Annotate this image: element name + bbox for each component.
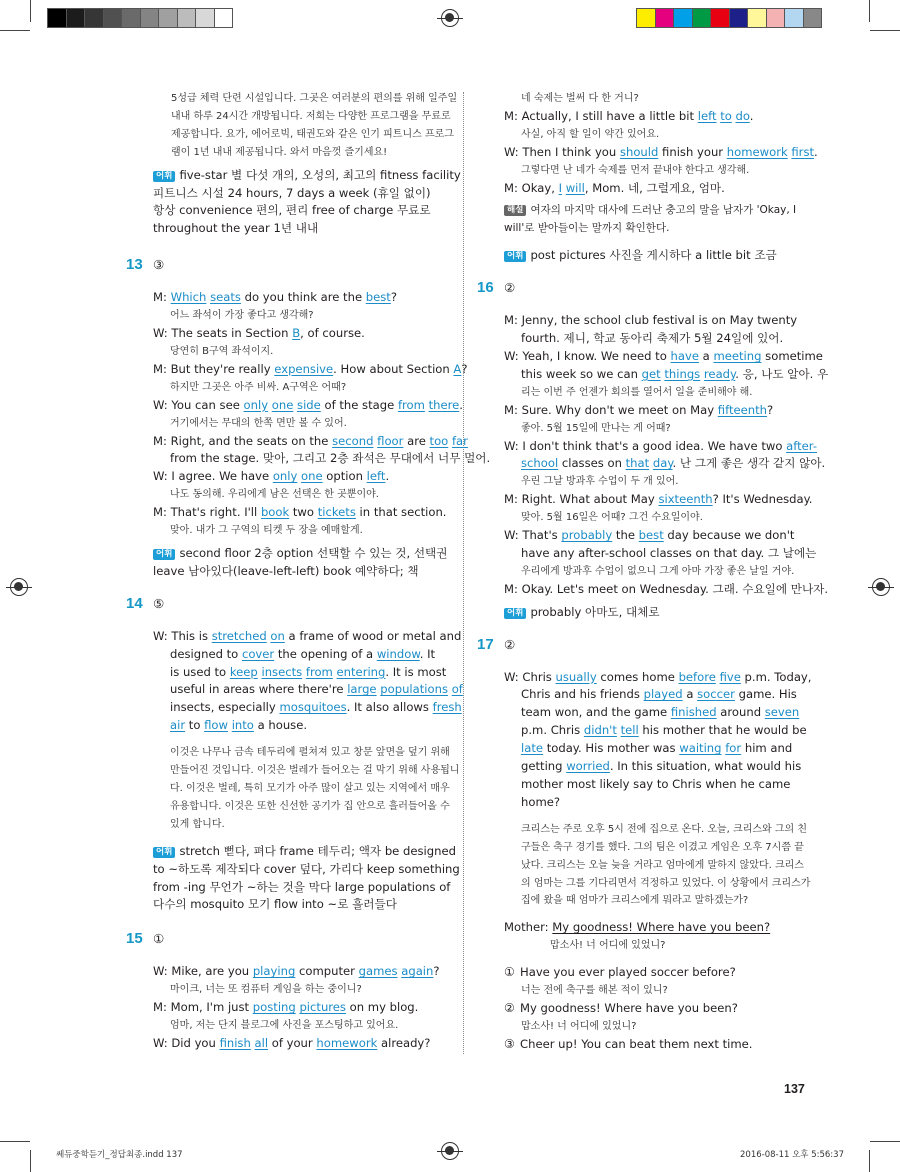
translation-line: 다. 이것은 벌레, 특히 모기가 아주 많이 살고 있는 지역에서 매우 bbox=[170, 783, 450, 794]
crop-mark bbox=[30, 1150, 31, 1172]
translation-line: 당연히 B구역 좌석이지. bbox=[170, 345, 274, 357]
translation-line: 났다. 크리스는 오늘 늦을 거라고 엄마에게 말하지 않았다. 크리스 bbox=[521, 859, 804, 871]
registration-mark-icon bbox=[10, 578, 28, 596]
registration-mark-icon bbox=[441, 9, 459, 27]
translation-line: 있게 합니다. bbox=[170, 818, 225, 830]
translation-line: 구들은 축구 경기를 했다. 그의 팀은 이겼고 게임은 오후 7시쯤 끝 bbox=[521, 841, 804, 853]
dialogue-line: M: Mom, I'm just posting pictures on my blog. bbox=[153, 1000, 419, 1015]
dialogue-line: W: I don't think that's a good idea. We have two after- bbox=[504, 438, 818, 453]
translation-line: 의 엄마는 그를 기다리면서 걱정하고 있었다. 이 상황에서 크리스가 bbox=[521, 877, 811, 889]
swatch bbox=[66, 8, 86, 28]
dialogue-line: W: Did you finish all of your homework already? bbox=[153, 1035, 431, 1050]
dialogue-line: have any after-school classes on that day. 그 날에는 bbox=[521, 545, 817, 560]
translation-line: 램이 1년 내내 제공됩니다. 와서 마음껏 즐기세요! bbox=[171, 146, 388, 158]
column-divider bbox=[463, 92, 464, 1054]
swatch bbox=[655, 8, 675, 28]
translation-line: 제공합니다. 요가, 에어로빅, 태권도와 같은 인기 피트니스 프로그 bbox=[171, 128, 454, 140]
translation-line: 나도 동의해. 우리에게 남은 선택은 한 곳뿐이야. bbox=[170, 489, 379, 501]
monologue-line: is used to keep insects from entering. It is most bbox=[170, 664, 447, 679]
swatch bbox=[673, 8, 693, 28]
translation-line: 그렇다면 난 네가 숙제를 먼저 끝내야 한다고 생각해. bbox=[521, 164, 750, 176]
process-color-bar bbox=[637, 8, 822, 28]
dialogue-line: M: Okay, I will, Mom. 네, 그럴게요, 엄마. bbox=[504, 180, 725, 195]
slug-date: 2016-08-11 오후 5:56:37 bbox=[740, 1150, 844, 1160]
answer-mark: ③ bbox=[153, 257, 165, 273]
translation-line: 하지만 그곳은 아주 비싸. A구역은 어때? bbox=[170, 381, 347, 393]
monologue-line: W: This is stretched on a frame of wood or metal and bbox=[153, 628, 462, 643]
monologue-line: team won, and the game finished around seven bbox=[521, 705, 800, 720]
dialogue-line: W: Mike, are you playing computer games again? bbox=[153, 964, 440, 979]
monologue-line: mother most likely say to Chris when he came bbox=[521, 777, 791, 791]
answer-mark: ⑤ bbox=[153, 595, 165, 611]
translation-line: 리는 이번 주 언젠가 회의를 열어서 일을 준비해야 해. bbox=[521, 386, 753, 398]
question-17-header bbox=[477, 636, 804, 660]
swatch bbox=[140, 8, 160, 28]
translation-line: 만들어진 것입니다. 이것은 벌레가 들어오는 걸 막기 위해 사용됩니 bbox=[170, 765, 460, 777]
vocab-line: throughout the year 1년 내내 bbox=[153, 221, 319, 236]
answer-mark: ① bbox=[153, 931, 165, 947]
vocab-tag: 어휘 bbox=[153, 549, 175, 560]
translation-line: 우린 그날 방과후 수업이 두 개 있어. bbox=[521, 476, 679, 488]
question-13-header bbox=[126, 256, 453, 280]
translation-line: 어느 좌석이 가장 좋다고 생각해? bbox=[170, 310, 314, 322]
swatch bbox=[103, 8, 123, 28]
question-14-header bbox=[126, 595, 453, 619]
swatch bbox=[84, 8, 104, 28]
monologue-line: Chris and his friends played a soccer game. His bbox=[521, 687, 797, 702]
vocab-line: 어휘 second floor 2층 option 선택할 수 있는 것, 선택권 bbox=[153, 545, 453, 563]
dialogue-line: M: Sure. Why don't we meet on May fifteenth? bbox=[504, 402, 774, 417]
translation-line: 내내 하루 24시간 개방됩니다. 저희는 다양한 프로그램을 무료로 bbox=[171, 110, 451, 122]
crop-mark bbox=[869, 1150, 870, 1172]
crop-mark bbox=[0, 30, 30, 31]
vocab-tag: 어휘 bbox=[153, 171, 175, 182]
dialogue-line: M: Right. What about May sixteenth? It's Wednesday. bbox=[504, 492, 813, 507]
dialogue-line: M: Jenny, the school club festival is on May twenty bbox=[504, 313, 798, 328]
monologue-line: p.m. Chris didn't tell his mother that he would be bbox=[521, 723, 807, 738]
translation-line: 맙소사! 너 어디에 있었니? bbox=[521, 1020, 637, 1032]
grayscale-color-bar bbox=[48, 8, 233, 28]
swatch bbox=[747, 8, 767, 28]
swatch bbox=[710, 8, 730, 28]
translation-line: 크리스는 주로 오후 5시 전에 집으로 온다. 오늘, 크리스와 그의 친 bbox=[521, 823, 808, 835]
vocab-tag: 어휘 bbox=[504, 608, 526, 619]
dialogue-line: M: Right, and the seats on the second floor are too far bbox=[153, 433, 468, 448]
dialogue-line: W: That's probably the best day because we don't bbox=[504, 528, 795, 543]
translation-line: 맞아. 5월 16일은 어때? 그건 수요일이야. bbox=[521, 512, 703, 524]
translation-line: 거기에서는 무대의 한쪽 면만 볼 수 있어. bbox=[170, 417, 347, 429]
explanation-tag: 해설 bbox=[504, 205, 526, 216]
monologue-line: useful in areas where there're large populations of bbox=[170, 682, 463, 697]
mother-line: Mother: My goodness! Where have you been? bbox=[504, 920, 771, 935]
swatch bbox=[177, 8, 197, 28]
swatch bbox=[729, 8, 749, 28]
dialogue-line: M: Which seats do you think are the best? bbox=[153, 290, 398, 305]
dialogue-line: W: You can see only one side of the stage from there. bbox=[153, 397, 463, 412]
question-number: 15 bbox=[126, 930, 143, 948]
vocab-line: 항상 convenience 편의, 편리 free of charge 무료로 bbox=[153, 203, 431, 218]
dialogue-line: W: Yeah, I know. We need to have a meeting sometime bbox=[504, 348, 823, 363]
registration-mark-icon bbox=[441, 1142, 459, 1160]
monologue-line: W: Chris usually comes home before five p.m. Today, bbox=[504, 669, 812, 684]
monologue-line: late today. His mother was waiting for him and bbox=[521, 741, 793, 756]
answer-option: ③ Cheer up! You can beat them next time. bbox=[504, 1036, 753, 1051]
translation-line: 우리에게 방과후 수업이 없으니 그게 아마 가장 좋은 날일 거야. bbox=[521, 565, 795, 577]
crop-mark bbox=[870, 30, 900, 31]
dialogue-line: W: Then I think you should finish your homework first. bbox=[504, 144, 818, 159]
translation-line: 유용합니다. 이것은 또한 신선한 공기가 집 안으로 흘러들어올 수 bbox=[170, 800, 450, 812]
explanation-line: will'로 받아들이는 말까지 확인한다. bbox=[504, 222, 670, 235]
translation-line: 엄마, 저는 단지 블로그에 사진을 포스팅하고 있어요. bbox=[170, 1020, 399, 1032]
vocab-line: 어휘 post pictures 사진을 게시하다 a little bit 조금 bbox=[504, 247, 804, 265]
dialogue-line: M: That's right. I'll book two tickets in that section. bbox=[153, 505, 447, 520]
registration-mark-icon bbox=[872, 578, 890, 596]
vocab-line: to ~하도록 제작되다 cover 덮다, 가리다 keep something bbox=[153, 861, 460, 876]
answer-mark: ② bbox=[504, 636, 516, 652]
swatch bbox=[784, 8, 804, 28]
dialogue-line: M: Okay. Let's meet on Wednesday. 그래. 수요일에 만나자. bbox=[504, 581, 829, 596]
dialogue-line: M: But they're really expensive. How about Section A? bbox=[153, 361, 468, 376]
monologue-line: air to flow into a house. bbox=[170, 718, 308, 733]
dialogue-line: fourth. 제니, 학교 동아리 축제가 5월 24일에 있어. bbox=[521, 331, 784, 346]
dialogue-line: M: Actually, I still have a little bit left to do. bbox=[504, 108, 754, 123]
swatch bbox=[803, 8, 823, 28]
translation-line: 5성급 체력 단련 시설입니다. 그곳은 여러분의 편의를 위해 일주일 bbox=[171, 93, 458, 104]
translation-line: 맞아. 내가 그 구역의 티켓 두 장을 예매할게. bbox=[170, 525, 363, 537]
right-column bbox=[477, 90, 829, 1054]
swatch bbox=[692, 8, 712, 28]
vocab-line: 어휘 five-star 별 다섯 개의, 오성의, 최고의 fitness facility bbox=[153, 167, 453, 185]
vocab-line: 어휘 stretch 뻗다, 펴다 frame 테두리; 액자 be designed bbox=[153, 843, 453, 861]
question-number: 16 bbox=[477, 279, 494, 297]
question-15-header bbox=[126, 930, 453, 954]
swatch bbox=[121, 8, 141, 28]
swatch bbox=[47, 8, 67, 28]
translation-line: 좋아. 5월 15일에 만나는 게 어때? bbox=[521, 422, 671, 434]
crop-mark bbox=[30, 0, 31, 22]
translation-line: 마이크, 너는 또 컴퓨터 게임을 하는 중이니? bbox=[170, 984, 362, 996]
vocab-line: 다수의 mosquito 모기 flow into ~로 흘러들다 bbox=[153, 897, 397, 912]
question-16-header bbox=[477, 279, 804, 303]
vocab-line: 피트니스 시설 24 hours, 7 days a week (휴일 없이) bbox=[153, 185, 431, 200]
crop-mark bbox=[869, 0, 870, 22]
translation-line: 맙소사! 너 어디에 있었니? bbox=[550, 940, 666, 952]
vocab-tag: 어휘 bbox=[153, 847, 175, 858]
swatch bbox=[766, 8, 786, 28]
page-number: 137 bbox=[784, 1082, 805, 1096]
answer-option: ① Have you ever played soccer before? bbox=[504, 965, 736, 980]
translation-line: 집에 왔을 때 엄마가 크리스에게 뭐라고 말하겠는가? bbox=[521, 895, 749, 907]
answer-option: ② My goodness! Where have you been? bbox=[504, 1000, 738, 1015]
question-number: 13 bbox=[126, 256, 143, 274]
swatch bbox=[636, 8, 656, 28]
swatch bbox=[158, 8, 178, 28]
dialogue-line: W: The seats in Section B, of course. bbox=[153, 326, 365, 341]
swatch bbox=[214, 8, 234, 28]
crop-mark bbox=[0, 1141, 30, 1142]
translation-line: 네 숙제는 벌써 다 한 거니? bbox=[521, 93, 639, 104]
translation-line: 사실, 아직 할 일이 약간 있어요. bbox=[521, 128, 660, 140]
vocab-line: 어휘 probably 아마도, 대체로 bbox=[504, 604, 804, 622]
monologue-line: designed to cover the opening of a window. It bbox=[170, 646, 436, 661]
question-number: 14 bbox=[126, 594, 143, 612]
dialogue-line: school classes on that day. 난 그게 좋은 생각 같지 않아. bbox=[521, 456, 826, 471]
monologue-line: getting worried. In this situation, what would his bbox=[521, 759, 802, 774]
dialogue-line: this week so we can get things ready. 응, 나도 알아. 우 bbox=[521, 366, 829, 381]
question-number: 17 bbox=[477, 635, 494, 653]
monologue-line: home? bbox=[521, 794, 561, 809]
answer-mark: ② bbox=[504, 280, 516, 296]
vocab-tag: 어휘 bbox=[504, 251, 526, 262]
translation-line: 너는 전에 축구를 해본 적이 있니? bbox=[521, 985, 668, 997]
explanation-line: 해설 여자의 마지막 대사에 드러난 충고의 말을 남자가 'Okay, I bbox=[504, 202, 804, 220]
slug-filename: 쎄듀중학듣기_정답최종.indd 137 bbox=[56, 1150, 183, 1160]
dialogue-line: from the stage. 맞아, 그리고 2층 좌석은 무대에서 너무 멀어. bbox=[170, 451, 491, 466]
translation-line: 이것은 나무나 금속 테두리에 펼쳐져 있고 창문 앞면을 덮기 위해 bbox=[170, 747, 450, 759]
vocab-line: leave 남아있다(leave-left-left) book 예약하다; 책 bbox=[153, 563, 419, 578]
vocab-line: from -ing 무언가 ~하는 것을 막다 large populations of bbox=[153, 879, 451, 894]
monologue-line: insects, especially mosquitoes. It also allows fresh bbox=[170, 700, 462, 715]
dialogue-line: W: I agree. We have only one option left. bbox=[153, 469, 390, 484]
crop-mark bbox=[870, 1141, 900, 1142]
swatch bbox=[195, 8, 215, 28]
